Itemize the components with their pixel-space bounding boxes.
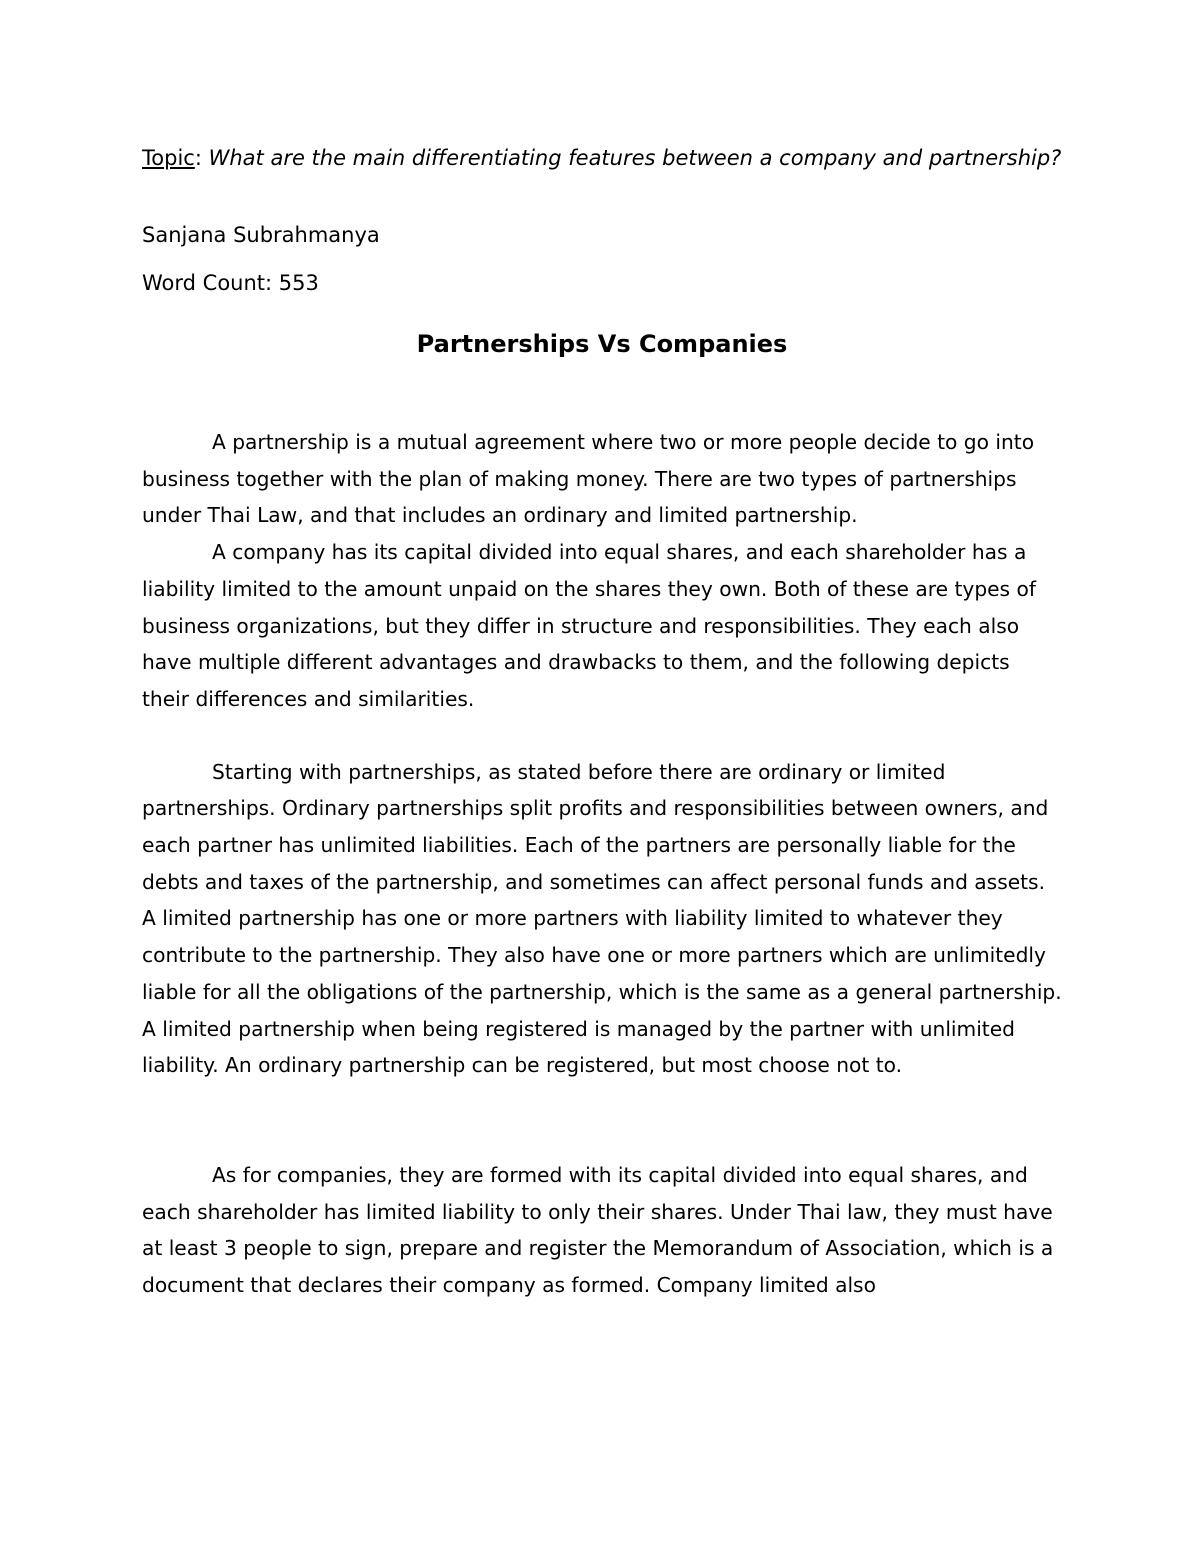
essay-title: Partnerships Vs Companies	[416, 330, 788, 358]
topic-line	[142, 140, 1062, 177]
paragraph-1: A partnership is a mutual agreement where two or more people decide to go into business together with the plan of making money. There are two types of partnerships under Thai Law, and that includes an ordinary and limited partnership.	[142, 430, 1035, 528]
paragraph-3: Starting with partnerships, as stated before there are ordinary or limited partnerships. Ordinary partnerships split profits and responsibilities between owners, and each partner has unlimited liabilities. Each of the partners are personally liable for the debts and taxes of the partnership, and sometimes can affect personal funds and assets. A limited partnership has one or more partners with liability limited to whatever they contribute to the partnership. They also have one or more partners which are unlimitedly liable for all the obligations of the partnership, which is the same as a general partnership. A limited partnership when being registered is managed by the partner with unlimited liability. An ordinary partnership can be registered, but most choose not to.	[142, 759, 1062, 1078]
author-name: Sanjana Subrahmanya	[142, 223, 380, 247]
paragraph-4: As for companies, they are formed with its capital divided into equal shares, and each shareholder has limited liability to only their shares. Under Thai law, they must have at least 3 people to sign, prepare and register the Memorandum of Association, which is a document that declares their company as formed. Company limited also	[142, 1162, 1054, 1298]
topic-separator: :	[194, 146, 209, 170]
topic-label: Topic	[142, 146, 195, 170]
word-count: Word Count: 553	[142, 271, 319, 295]
paragraph-2: A company has its capital divided into equal shares, and each shareholder has a liability limited to the amount unpaid on the shares they own. Both of these are types of business organizations, but they differ in structure and responsibilities. They each also have multiple different advantages and drawbacks to them, and the following depicts their differences and similarities.	[142, 540, 1036, 711]
topic-question: What are the main differentiating features between a company and partnership?	[208, 146, 1062, 170]
document-page	[142, 140, 1062, 1304]
